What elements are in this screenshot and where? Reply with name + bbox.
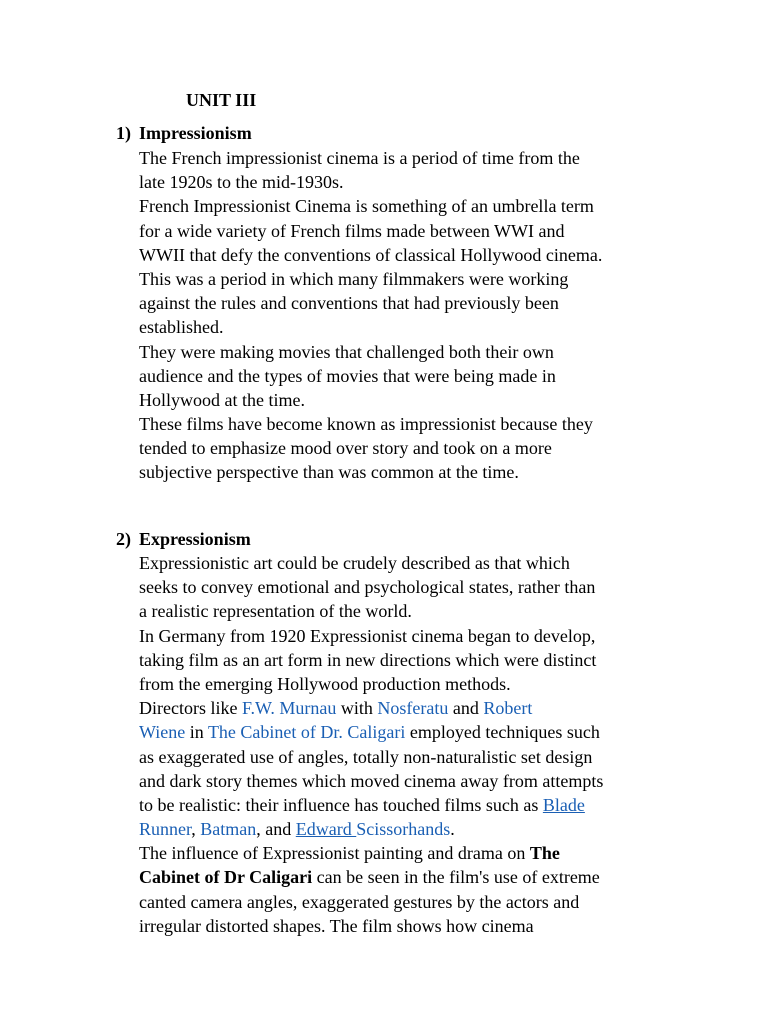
unit-title: UNIT III	[186, 90, 257, 110]
section-number: 2)	[116, 529, 131, 549]
expressionism-body	[139, 551, 699, 938]
text-run: can be seen in the film's use of extreme	[312, 867, 600, 888]
text-line: a realistic representation of the world.	[139, 601, 412, 622]
text-run: The influence of Expressionist painting and drama on	[139, 843, 530, 864]
text-run: ,	[191, 819, 201, 840]
runner-line	[139, 817, 699, 841]
text-run: to be realistic: their influence has touched films such as	[139, 794, 543, 815]
text-line: and dark story themes which moved cinema away from attempts	[139, 770, 604, 791]
text-line: seeks to convey emotional and psychological states, rather than	[139, 577, 596, 598]
directors-line	[139, 696, 699, 720]
link-robert-wiene[interactable]: Robert	[483, 698, 533, 719]
wiene-line	[139, 720, 699, 744]
text-line: Expressionistic art could be crudely described as that which	[139, 553, 570, 573]
text-line: from the emerging Hollywood production methods.	[139, 673, 511, 694]
text-run: with	[336, 698, 378, 719]
text-line: They were making movies that challenged both their own	[139, 341, 554, 362]
section-heading-expressionism	[116, 527, 251, 551]
text-line: subjective perspective than was common at the time.	[139, 462, 519, 483]
text-run: Directors like	[139, 698, 242, 719]
text-line: against the rules and conventions that had previously been	[139, 293, 559, 314]
link-nosferatu[interactable]: Nosferatu	[377, 698, 449, 719]
link-fw-murnau[interactable]: F.W. Murnau	[241, 698, 337, 719]
section-title: Impressionism	[139, 123, 252, 143]
text-line: audience and the types of movies that were being made in	[139, 365, 556, 386]
section-number: 1)	[116, 123, 131, 143]
link-blade-runner[interactable]: Blade	[542, 794, 585, 815]
text-run: employed techniques such	[405, 722, 600, 743]
link-blade-runner-cont[interactable]: Runner	[139, 819, 192, 840]
link-cabinet-of-dr-caligari[interactable]: The Cabinet of Dr. Caligari	[207, 722, 406, 743]
influence-line	[139, 841, 699, 865]
text-line: This was a period in which many filmmakers were working	[139, 268, 569, 289]
text-line: late 1920s to the mid-1930s.	[139, 172, 344, 193]
text-line: taking film as an art form in new directions which were distinct	[139, 649, 597, 670]
section-heading-impressionism	[116, 121, 252, 145]
section-title: Expressionism	[139, 529, 251, 549]
text-line: The French impressionist cinema is a period of time from the	[139, 148, 580, 168]
text-run: and	[448, 698, 484, 719]
text-run: .	[450, 819, 455, 840]
text-line: canted camera angles, exaggerated gestures by the actors and	[139, 891, 580, 912]
text-line: These films have become known as impressionist because they	[139, 414, 593, 435]
link-robert-wiene-cont[interactable]: Wiene	[139, 722, 186, 743]
text-run: , and	[256, 819, 296, 840]
text-line: Hollywood at the time.	[139, 389, 305, 410]
link-edward-scissorhands[interactable]	[296, 819, 356, 839]
text-line: WWII that defy the conventions of classical Hollywood cinema.	[139, 244, 603, 265]
text-line: for a wide variety of French films made between WWI and	[139, 220, 565, 241]
text-line: In Germany from 1920 Expressionist cinema began to develop,	[139, 625, 596, 646]
text-run: in	[185, 722, 208, 743]
text-line: tended to emphasize mood over story and took on a more	[139, 438, 552, 459]
bold-film-title: Cabinet of Dr Caligari	[139, 867, 313, 888]
impressionism-body	[139, 146, 699, 485]
blade-line	[139, 793, 699, 817]
link-batman[interactable]: Batman	[200, 819, 257, 840]
text-line: irregular distorted shapes. The film shows how cinema	[139, 915, 534, 936]
text-line: established.	[139, 317, 224, 338]
cabinet-line	[139, 865, 699, 889]
text-line: as exaggerated use of angles, totally non-naturalistic set design	[139, 746, 593, 767]
text-line: French Impressionist Cinema is something of an umbrella term	[139, 196, 594, 217]
bold-film-title: The	[529, 843, 560, 864]
link-edward-scissorhands-cont[interactable]: Scissorhands	[356, 819, 451, 840]
link-text: Edward	[295, 819, 357, 840]
